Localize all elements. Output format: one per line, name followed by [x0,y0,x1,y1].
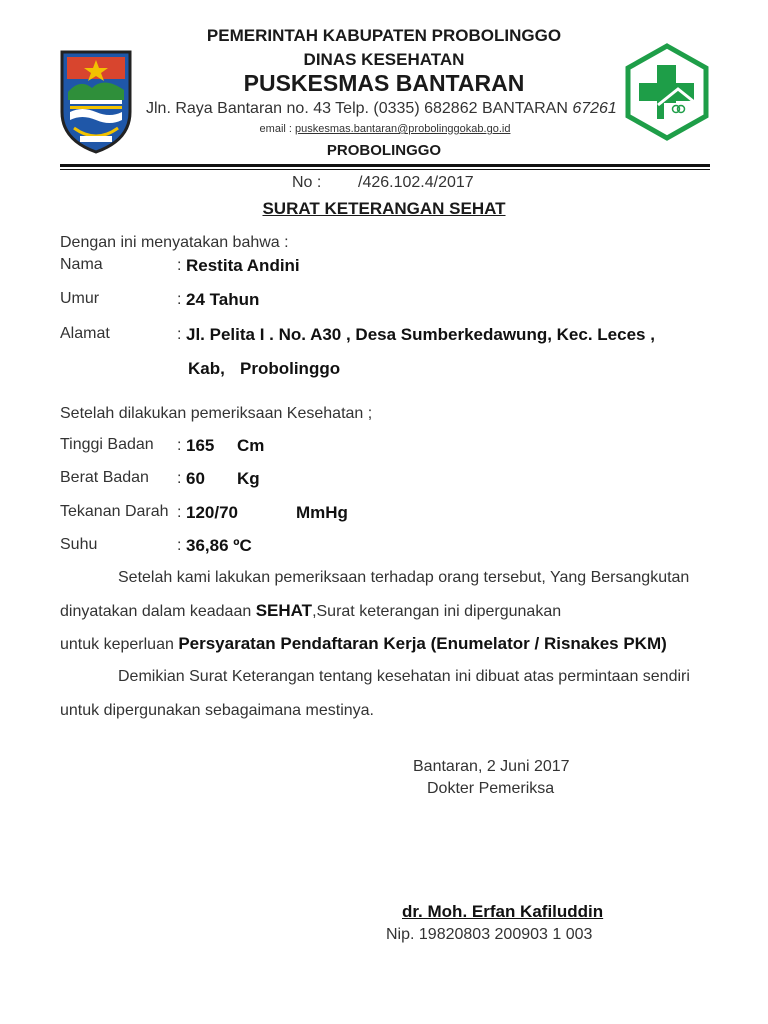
age-colon: : [177,291,182,308]
body-p1-line2-c: ,Surat keterangan ini dipergunakan [312,603,562,620]
address-zip: 67261 [572,100,617,117]
weight-colon: : [177,470,182,487]
email-line [0,123,768,135]
temp-colon: : [177,537,182,554]
intro-text: Dengan ini menyatakan bahwa : [60,234,289,251]
height-value: 165 [186,436,215,455]
height-label: Tinggi Badan [60,436,154,453]
name-colon: : [177,257,182,274]
temp-value: 36,86 ºC [186,536,252,555]
body-p1-line3-a: untuk keperluan [60,636,174,653]
city-line: PROBOLINGGO [326,142,442,159]
name-value: Restita Andini [186,256,300,275]
body-p2-line2: untuk dipergunakan sebagaimana mestinya. [60,702,374,719]
address-main: Jln. Raya Bantaran no. 43 Telp. (0335) 682862 BANTARAN [146,100,568,117]
body-p2-line1: Demikian Surat Keterangan tentang kesehatan ini dibuat atas permintaan sendiri [118,668,690,685]
bp-value: 120/70 [186,503,238,522]
address-value-kab: Kab, [188,359,225,378]
temp-label: Suhu [60,536,98,553]
doctor-nip: Nip. 19820803 200903 1 003 [386,926,593,943]
body-p1-line2 [60,601,561,621]
status-sehat: SEHAT [255,601,313,620]
age-value: 24 Tahun [186,290,260,309]
exam-intro: Setelah dilakukan pemeriksaan Kesehatan ; [60,405,373,422]
place-date: Bantaran, 2 Juni 2017 [413,758,570,775]
letter-title: SURAT KETERANGAN SEHAT [262,199,506,218]
address-colon: : [177,326,182,343]
address-label: Alamat [60,325,110,342]
letter-number-label: No : [292,174,322,191]
puskesmas-title: PUSKESMAS BANTARAN [243,70,525,96]
bp-unit: MmHg [296,503,348,522]
address-line [146,100,617,118]
doctor-name: dr. Moh. Erfan Kafiluddin [402,902,604,921]
email-link[interactable]: puskesmas.bantaran@probolinggokab.go.id [295,123,511,135]
address-value-city: Probolinggo [240,359,341,378]
letter-number-value: /426.102.4/2017 [358,174,474,191]
header-rule-thick [60,164,710,167]
signature-role: Dokter Pemeriksa [427,780,555,797]
gov-line: PEMERINTAH KABUPATEN PROBOLINGGO [206,26,562,45]
header-rule-thin [60,169,710,170]
body-p1-line2-a: dinyatakan dalam keadaan [60,603,252,620]
address-value-line1: Jl. Pelita I . No. A30 , Desa Sumberkedawung, Kec. Leces , [186,325,655,344]
email-label: email : [259,123,292,135]
dept-line: DINAS KESEHATAN [303,50,465,69]
weight-value: 60 [186,469,205,488]
name-label: Nama [60,256,103,273]
weight-unit: Kg [237,469,260,488]
height-colon: : [177,437,182,454]
bp-colon: : [177,504,182,521]
weight-label: Berat Badan [60,469,149,486]
bp-label: Tekanan Darah [60,503,169,520]
height-unit: Cm [237,436,265,455]
body-p1-line3 [60,634,667,654]
purpose-text: Persyaratan Pendaftaran Kerja (Enumelator / Risnakes PKM) [178,634,667,653]
age-label: Umur [60,290,100,307]
body-p1-line1: Setelah kami lakukan pemeriksaan terhadap orang tersebut, Yang Bersangkutan [118,569,690,586]
